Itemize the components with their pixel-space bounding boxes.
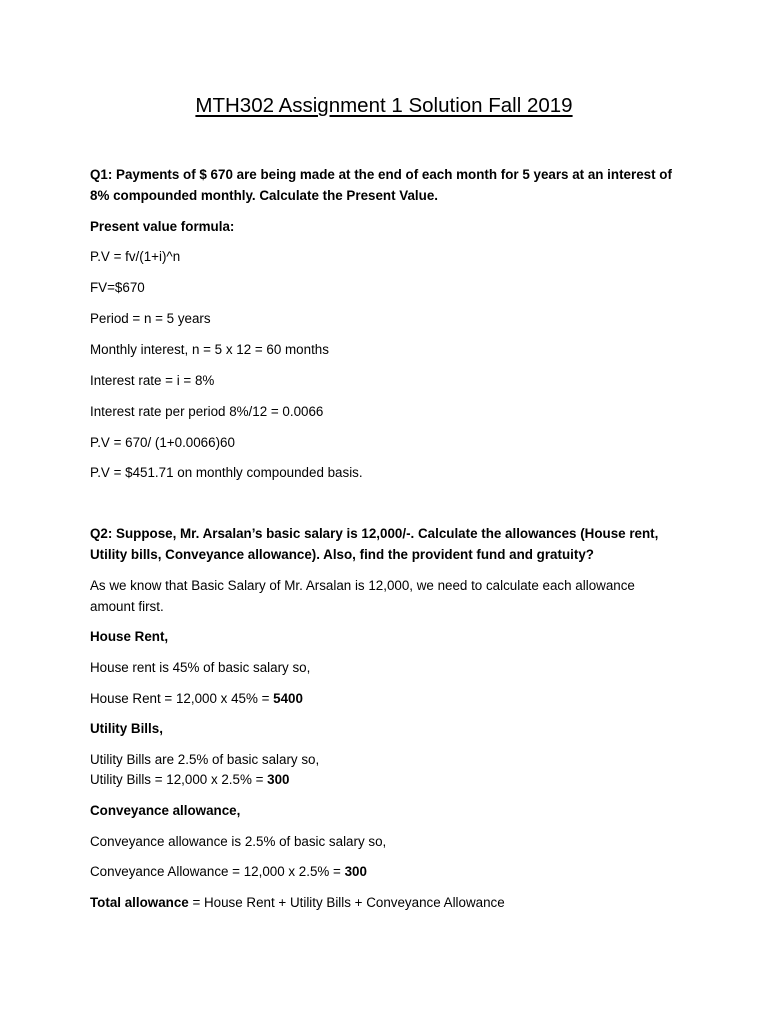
conveyance-calc — [90, 861, 690, 882]
utility-bills-calc — [90, 769, 690, 790]
house-rent-calc — [90, 688, 690, 709]
q2-question-line-1: Q2: Suppose, Mr. Arsalan’s basic salary is 12,000/-. Calculate the allowances (House rent, — [90, 526, 659, 541]
q1-question-line-2: 8% compounded monthly. Calculate the Present Value. — [90, 188, 438, 203]
q1-step: P.V = $451.71 on monthly compounded basis. — [90, 465, 363, 480]
q1-step: Interest rate per period 8%/12 = 0.0066 — [90, 404, 324, 419]
house-rent-calc-expression: House Rent = 12,000 x 45% = — [90, 691, 274, 706]
total-allowance-label: Total allowance — [90, 895, 189, 910]
q1-step: Interest rate = i = 8% — [90, 373, 215, 388]
q1-step: P.V = 670/ (1+0.0066)60 — [90, 435, 235, 450]
house-rent-result: 5400 — [273, 691, 303, 706]
q2-intro-line-2: amount first. — [90, 599, 164, 614]
q1-step: Monthly interest, n = 5 x 12 = 60 months — [90, 342, 329, 357]
q1-formula-heading: Present value formula: — [90, 219, 235, 234]
total-allowance-formula: = House Rent + Utility Bills + Conveyance Allowance — [188, 895, 505, 910]
house-rent-heading: House Rent, — [90, 629, 169, 644]
utility-bills-heading: Utility Bills, — [90, 721, 163, 736]
utility-bills-calc-expression: Utility Bills = 12,000 x 2.5% = — [90, 772, 268, 787]
conveyance-calc-expression: Conveyance Allowance = 12,000 x 2.5% = — [90, 864, 345, 879]
q2-intro-line-1: As we know that Basic Salary of Mr. Arsalan is 12,000, we need to calculate each allowance — [90, 578, 635, 593]
q2-question-line-2: Utility bills, Conveyance allowance). Also, find the provident fund and gratuity? — [90, 547, 594, 562]
total-allowance-line — [90, 892, 690, 913]
page-title: MTH302 Assignment 1 Solution Fall 2019 — [195, 94, 573, 117]
house-rent-text: House rent is 45% of basic salary so, — [90, 660, 311, 675]
conveyance-text: Conveyance allowance is 2.5% of basic salary so, — [90, 834, 387, 849]
q1-step: P.V = fv/(1+i)^n — [90, 249, 181, 264]
q1-question-line-1: Q1: Payments of $ 670 are being made at the end of each month for 5 years at an interest of — [90, 167, 672, 182]
utility-bills-result: 300 — [267, 772, 290, 787]
conveyance-heading: Conveyance allowance, — [90, 803, 241, 818]
conveyance-result: 300 — [344, 864, 367, 879]
q1-step: FV=$670 — [90, 280, 145, 295]
q1-step: Period = n = 5 years — [90, 311, 211, 326]
utility-bills-text: Utility Bills are 2.5% of basic salary so, — [90, 752, 320, 767]
